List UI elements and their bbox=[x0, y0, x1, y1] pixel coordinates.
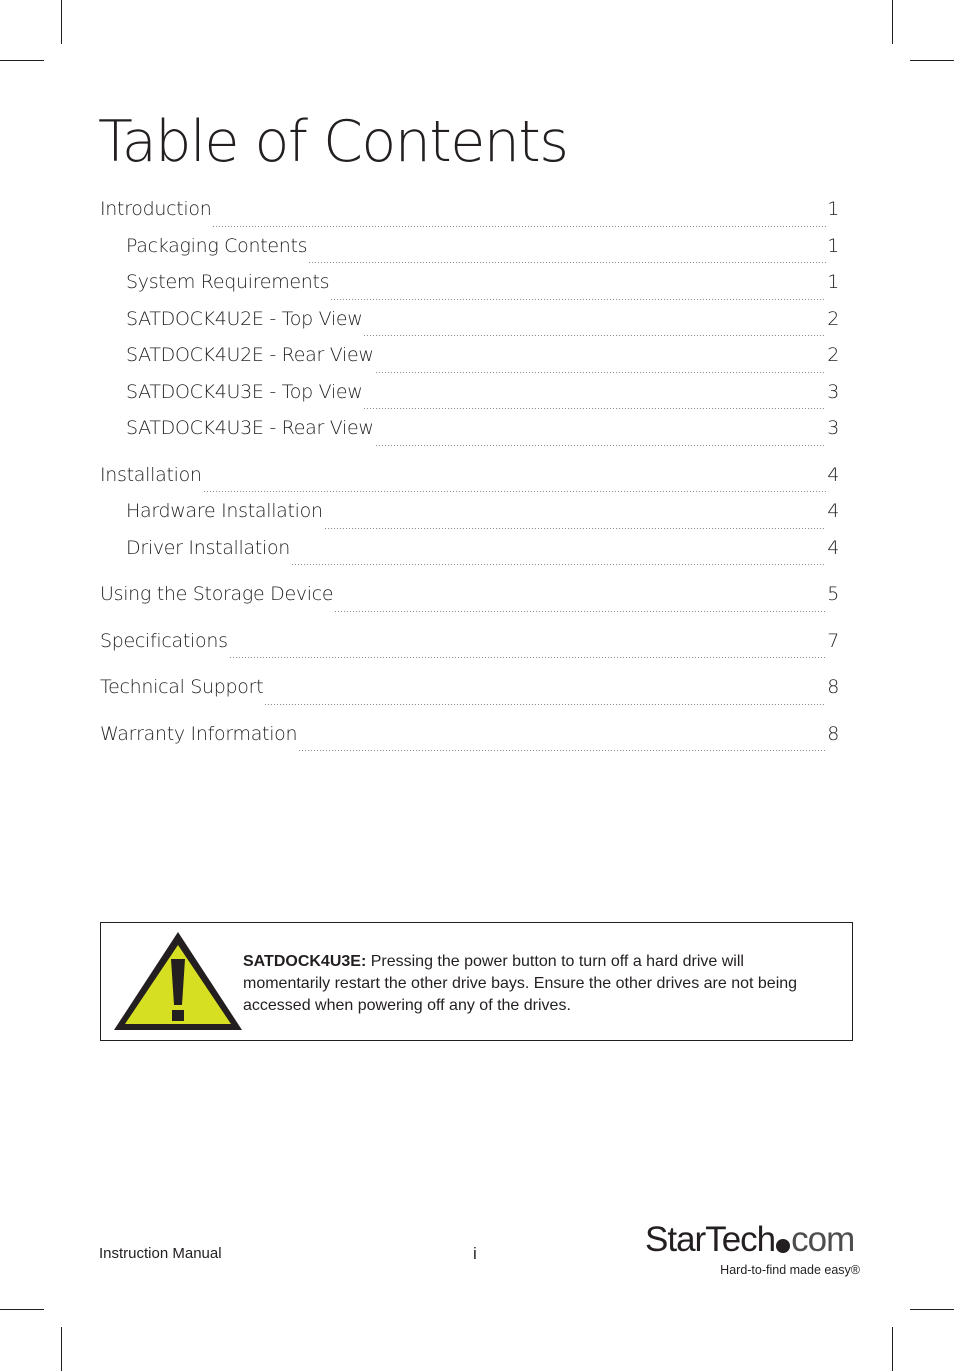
toc-entry-title: Packaging Contents bbox=[126, 234, 308, 257]
toc-entry[interactable] bbox=[100, 723, 839, 760]
toc-entry[interactable] bbox=[100, 500, 839, 537]
toc-leader-dots bbox=[308, 262, 826, 263]
logo-tagline: Hard-to-find made easy® bbox=[720, 1263, 860, 1277]
page-title: Table of Contents bbox=[98, 109, 568, 175]
crop-mark bbox=[61, 1327, 62, 1371]
toc-entry-title: SATDOCK4U3E - Top View bbox=[126, 380, 363, 403]
toc-leader-dots bbox=[363, 408, 826, 409]
toc-entry-page: 8 bbox=[827, 722, 839, 745]
footer-manual-label: Instruction Manual bbox=[99, 1245, 222, 1262]
toc-entry-page: 4 bbox=[827, 500, 839, 522]
toc-entry-title: Driver Installation bbox=[126, 536, 291, 559]
toc-leader-dots bbox=[363, 335, 826, 336]
startech-logo bbox=[645, 1220, 860, 1282]
toc-entry[interactable] bbox=[100, 537, 839, 574]
toc-leader-dots bbox=[375, 372, 827, 373]
toc-leader-dots bbox=[264, 704, 826, 705]
toc-entry[interactable] bbox=[100, 630, 839, 667]
crop-mark bbox=[892, 1327, 893, 1371]
toc-leader-dots bbox=[375, 445, 827, 446]
toc-entry[interactable] bbox=[100, 344, 839, 381]
toc-entry-page: 4 bbox=[827, 463, 839, 486]
toc-entry-title: System Requirements bbox=[126, 271, 330, 293]
warning-callout bbox=[100, 922, 853, 1041]
crop-mark bbox=[910, 60, 954, 61]
toc-leader-dots bbox=[212, 226, 826, 227]
toc-entry-page: 8 bbox=[827, 676, 839, 698]
crop-mark bbox=[0, 1309, 44, 1310]
toc-entry[interactable] bbox=[100, 235, 839, 272]
toc-entry-title: Installation bbox=[100, 463, 202, 486]
toc-entry-page: 5 bbox=[827, 583, 839, 605]
toc-entry-title: Introduction bbox=[100, 198, 212, 220]
crop-mark bbox=[0, 60, 44, 61]
toc-entry-page: 2 bbox=[827, 307, 839, 330]
warning-text bbox=[243, 951, 823, 1017]
toc-entry-page: 1 bbox=[827, 271, 839, 293]
logo-star: StarTech bbox=[645, 1220, 776, 1259]
toc-leader-dots bbox=[334, 611, 826, 612]
warning-message: Pressing the power button to turn off a hard drive will momentarily restart the other drive bays. Ensure the other drives are not being accessed when powering off any of the drives. bbox=[243, 953, 798, 1014]
footer-page-number: i bbox=[473, 1244, 477, 1263]
toc-entry-title: Hardware Installation bbox=[126, 500, 323, 522]
logo-wordmark bbox=[645, 1220, 854, 1260]
toc-entry-page: 1 bbox=[827, 198, 839, 220]
table-of-contents bbox=[100, 198, 839, 759]
toc-entry-title: SATDOCK4U2E - Rear View bbox=[126, 344, 374, 366]
toc-entry-title: Using the Storage Device bbox=[100, 583, 334, 605]
toc-leader-dots bbox=[298, 750, 826, 751]
toc-leader-dots bbox=[203, 491, 827, 492]
toc-entry[interactable] bbox=[100, 417, 839, 454]
toc-entry[interactable] bbox=[100, 676, 839, 713]
toc-entry-page: 1 bbox=[827, 234, 839, 257]
toc-leader-dots bbox=[291, 564, 826, 565]
toc-entry[interactable] bbox=[100, 464, 839, 501]
logo-com: com bbox=[791, 1220, 855, 1259]
toc-entry-page: 3 bbox=[827, 417, 839, 439]
toc-entry-page: 7 bbox=[827, 629, 839, 652]
toc-entry-title: SATDOCK4U3E - Rear View bbox=[126, 417, 374, 439]
toc-entry-title: Warranty Information bbox=[100, 722, 298, 745]
toc-leader-dots bbox=[229, 657, 827, 658]
toc-entry-title: Technical Support bbox=[100, 676, 264, 698]
toc-entry-page: 2 bbox=[827, 344, 839, 366]
toc-entry[interactable] bbox=[100, 583, 839, 620]
toc-entry-page: 4 bbox=[827, 536, 839, 559]
toc-entry-title: Specifications bbox=[100, 629, 228, 652]
toc-leader-dots bbox=[324, 528, 826, 529]
toc-entry[interactable] bbox=[100, 381, 839, 418]
toc-entry[interactable] bbox=[100, 271, 839, 308]
logo-dot-icon bbox=[776, 1239, 790, 1253]
crop-mark bbox=[910, 1309, 954, 1310]
toc-entry-title: SATDOCK4U2E - Top View bbox=[126, 307, 363, 330]
toc-leader-dots bbox=[330, 299, 826, 300]
toc-entry-page: 3 bbox=[827, 380, 839, 403]
warning-triangle-icon bbox=[111, 929, 245, 1033]
warning-model-label: SATDOCK4U3E: bbox=[243, 953, 367, 970]
crop-mark bbox=[892, 0, 893, 44]
toc-entry[interactable] bbox=[100, 308, 839, 345]
crop-mark bbox=[61, 0, 62, 44]
toc-entry[interactable] bbox=[100, 198, 839, 235]
